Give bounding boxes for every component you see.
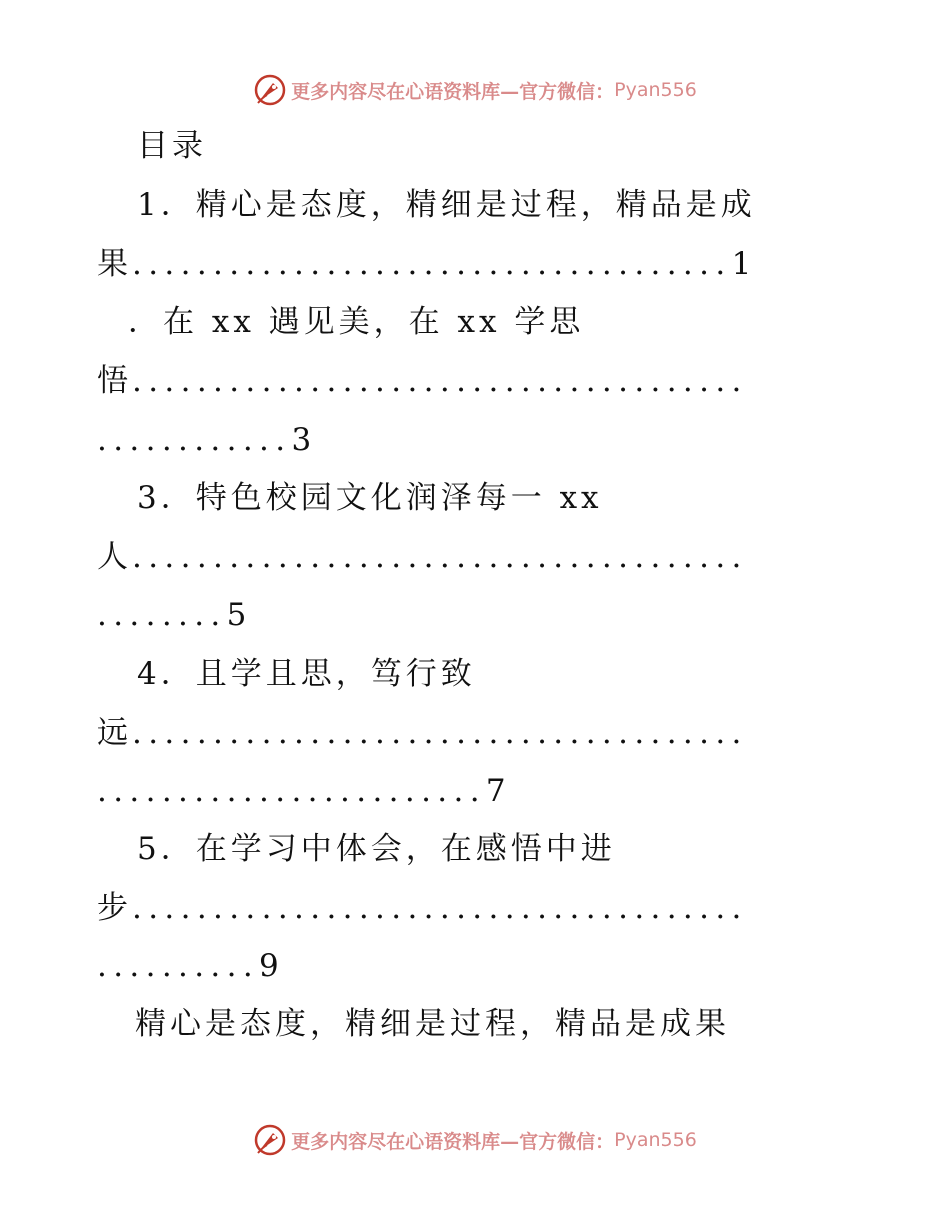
- toc-entry-dots: ......................................: [132, 539, 748, 575]
- toc-entry-leader-line: [97, 595, 250, 635]
- toc-heading: 目录: [137, 128, 207, 164]
- pen-nib-logo-icon: [253, 1123, 287, 1157]
- pen-nib-logo-icon: [253, 73, 287, 107]
- toc-entry-page: 1: [731, 246, 756, 282]
- toc-entry-leader-line: [97, 537, 748, 577]
- header-watermark: [0, 70, 950, 110]
- footer-watermark: [0, 1120, 950, 1160]
- toc-entry-tail: 远: [97, 715, 132, 751]
- watermark-text: 更多内容尽在心语资料库—官方微信：: [291, 1130, 615, 1153]
- watermark-wechat-id: Pyan556: [614, 79, 697, 101]
- toc-entry-dots: ..........: [97, 948, 260, 984]
- watermark-text: 更多内容尽在心语资料库—官方微信：: [291, 80, 615, 103]
- toc-entry-dots: ......................................: [132, 363, 748, 399]
- toc-entry-title: 4．且学且思，笃行致: [137, 656, 476, 692]
- toc-entry-tail: 步: [97, 890, 132, 926]
- toc-entry-leader-line: [97, 361, 748, 401]
- toc-entry-title: ．在 xx 遇见美，在 xx 学思: [128, 304, 585, 340]
- toc-entry-dots: ........: [97, 597, 227, 633]
- toc-entry-leader-line: [97, 888, 748, 928]
- toc-entry-tail: 人: [97, 539, 132, 575]
- watermark-wechat-id: Pyan556: [614, 1129, 697, 1151]
- toc-entry-title: 5．在学习中体会，在感悟中进: [137, 831, 616, 867]
- toc-entry-leader-line: [97, 771, 510, 811]
- toc-entry-page: 7: [485, 773, 510, 809]
- section-heading: 精心是态度，精细是过程，精品是成果: [135, 1006, 730, 1042]
- toc-entry-leader-line: [97, 946, 283, 986]
- toc-entry-dots: ......................................: [132, 890, 748, 926]
- toc-entry-page: 9: [259, 948, 283, 984]
- toc-entry-dots: ......................................: [132, 715, 748, 751]
- toc-entry-tail: 果: [97, 246, 132, 282]
- toc-entry-leader-line: [97, 420, 315, 460]
- toc-entry-page: 5: [226, 597, 251, 633]
- toc-entry-dots: ............: [97, 422, 292, 458]
- toc-entry-tail: 悟: [97, 363, 132, 399]
- toc-entry-title: 1．精心是态度，精细是过程，精品是成: [137, 187, 756, 223]
- toc-entry-dots: ........................: [97, 773, 486, 809]
- toc-entry-leader-line: [97, 713, 748, 753]
- toc-entry-title: 3．特色校园文化润泽每一 xx: [137, 480, 603, 516]
- toc-entry-dots: .....................................: [132, 246, 732, 282]
- toc-entry-leader-line: [97, 244, 755, 284]
- toc-entry-page: 3: [291, 422, 316, 458]
